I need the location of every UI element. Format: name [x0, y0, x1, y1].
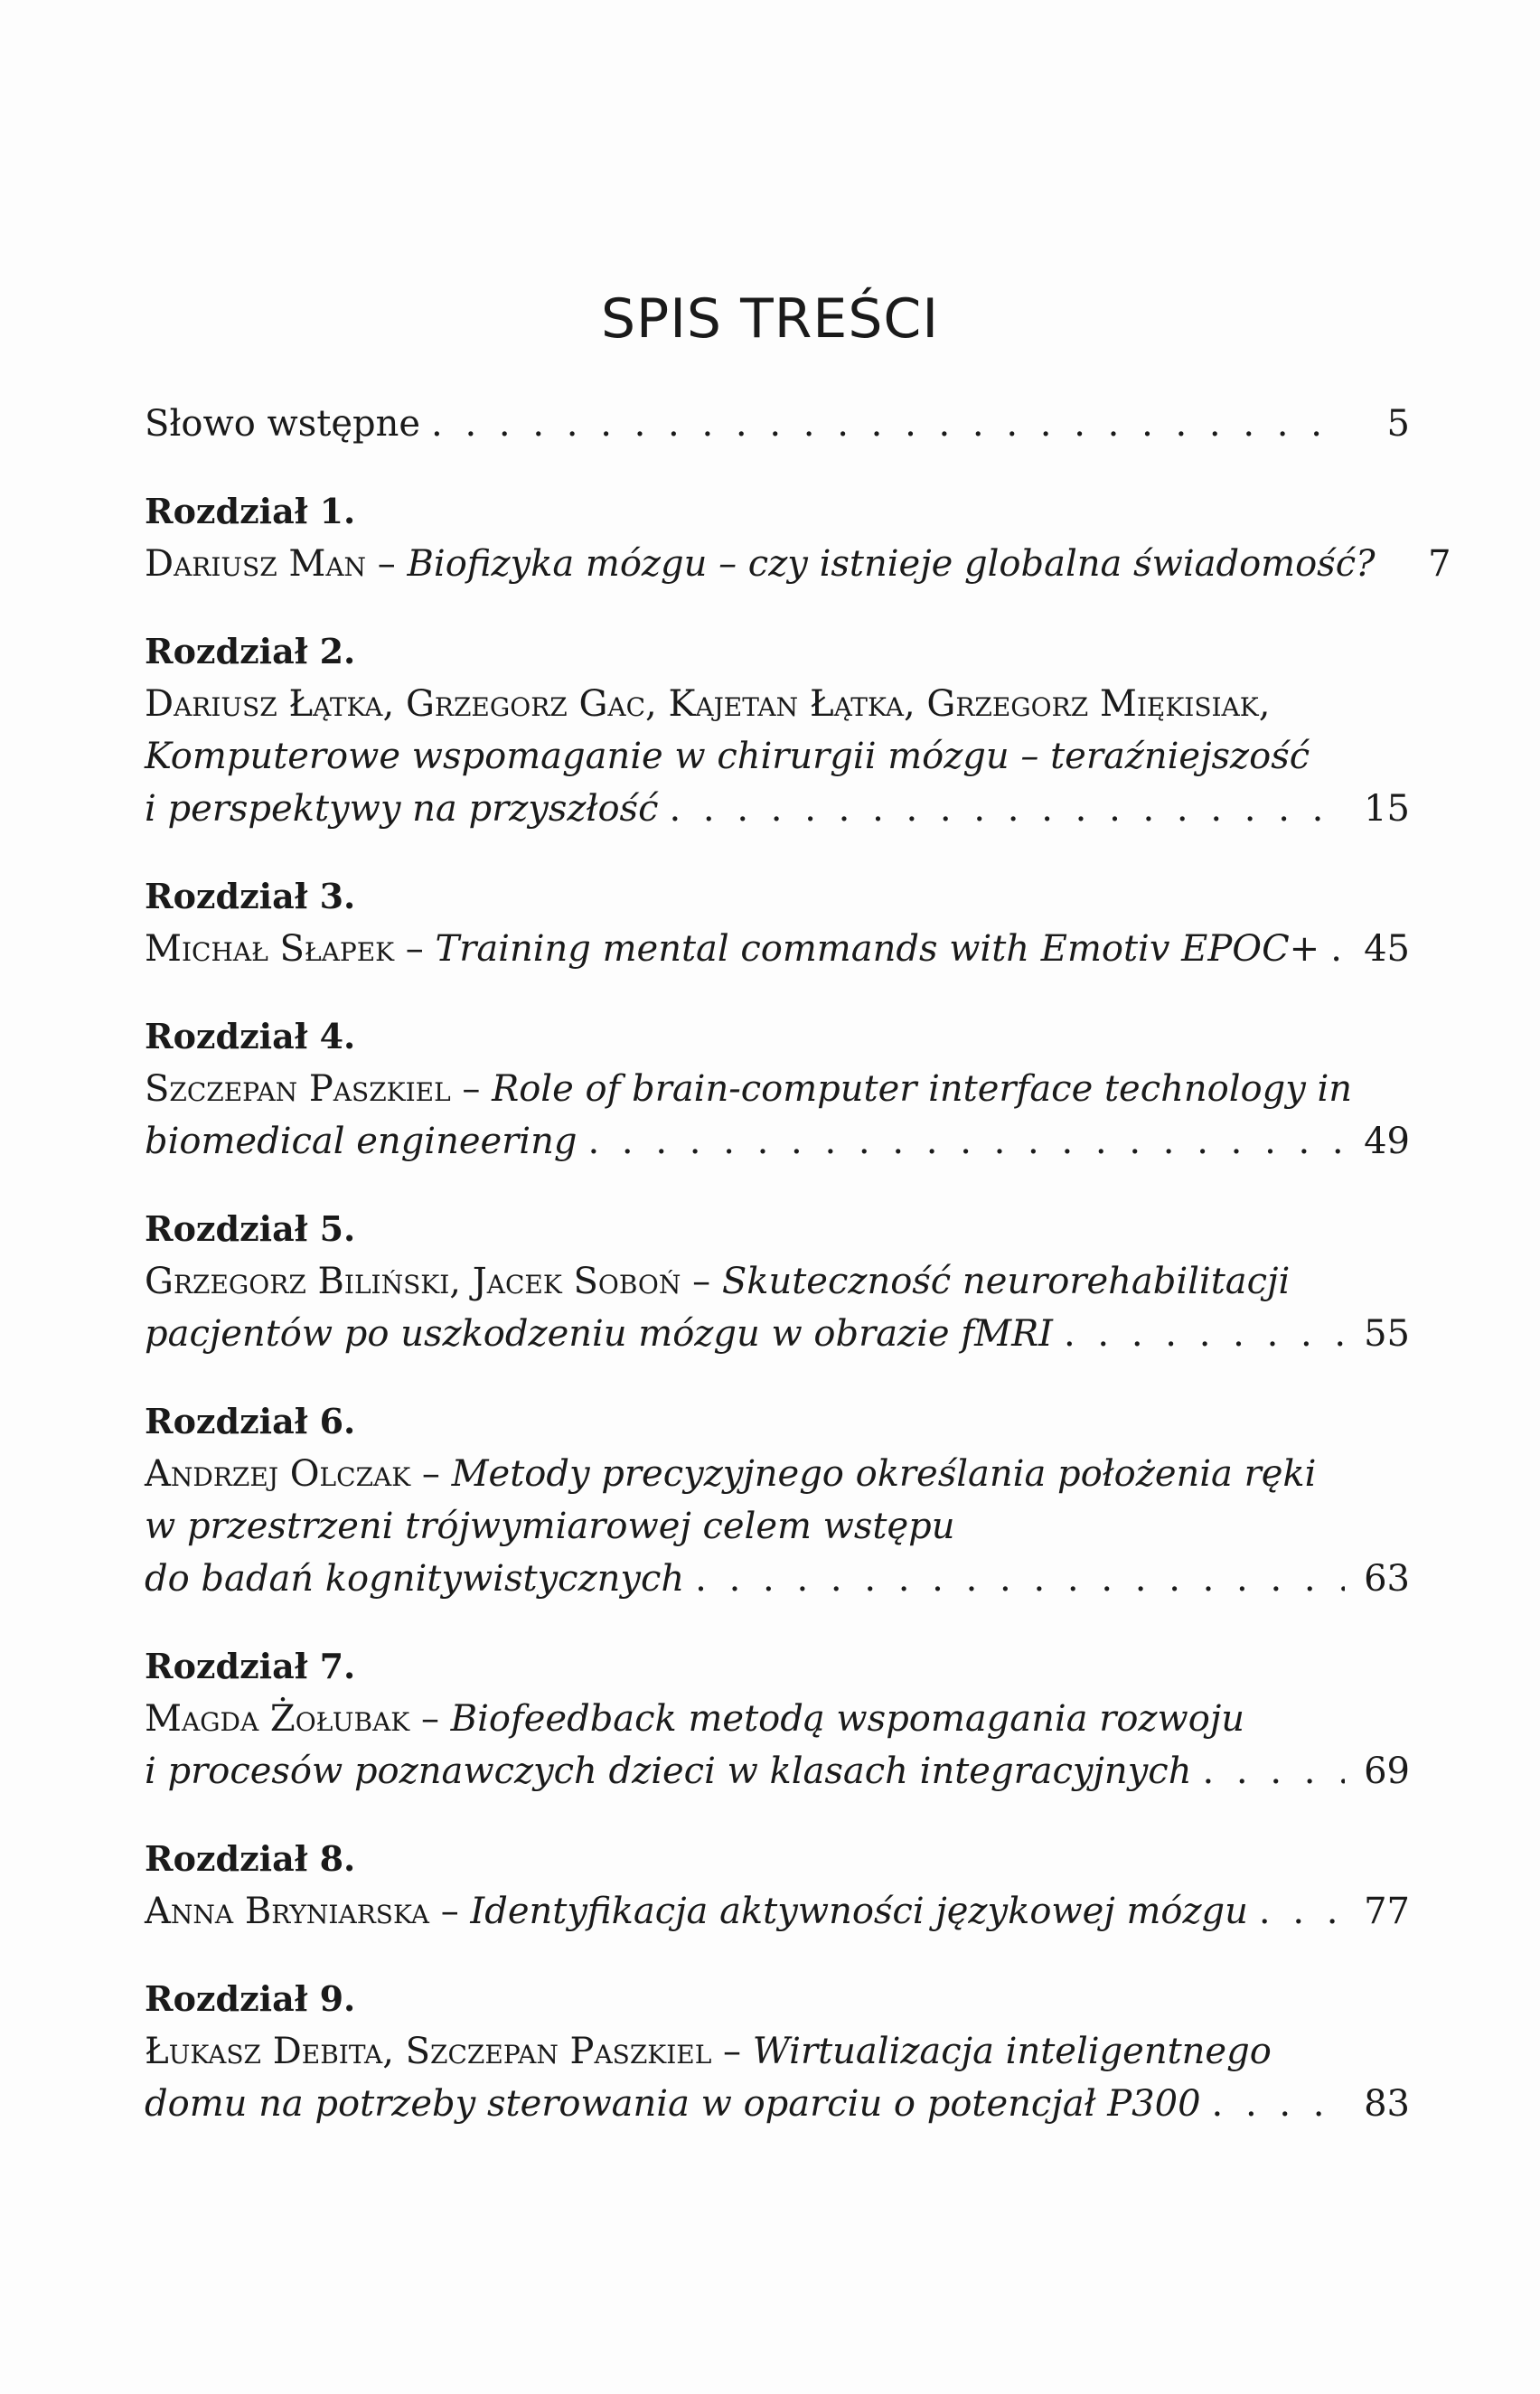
- toc-line: [145, 1063, 1410, 1115]
- toc-entry-chapter-7[interactable]: [145, 1640, 1410, 1798]
- author-title-separator: –: [394, 928, 436, 970]
- dot-leader: [1212, 2078, 1345, 2130]
- chapter-title: Biofizyka mózgu – czy istnieje globalna świadomość?: [407, 543, 1376, 585]
- chapter-label: Rozdział 5.: [145, 1208, 356, 1249]
- chapter-title: Training mental commands with Emotiv EPOC+: [435, 928, 1320, 970]
- toc-line: [145, 1693, 1410, 1745]
- toc-entry-chapter-3[interactable]: [145, 870, 1410, 975]
- chapter-title-continued: i procesów poznawczych dzieci w klasach integracyjnych: [145, 1751, 1192, 1792]
- chapter-title: Metody precyzyjnego określania położenia ręki: [451, 1453, 1317, 1495]
- toc-line: [145, 398, 1410, 450]
- page-number: 49: [1364, 1121, 1410, 1162]
- author-title-separator: –: [450, 1068, 493, 1110]
- toc-line: [145, 1500, 1410, 1553]
- page-number: 5: [1386, 403, 1410, 445]
- toc-line: [145, 2078, 1410, 2130]
- page-number: 15: [1364, 788, 1410, 830]
- chapter-title-continued: w przestrzeni trójwymiarowej celem wstępu: [145, 1506, 955, 1547]
- foreword-label: Słowo wstępne: [145, 403, 421, 445]
- toc-entry-chapter-8[interactable]: [145, 1833, 1410, 1938]
- chapter-authors: Magda Żołubak: [145, 1698, 410, 1740]
- chapter-title: Identyfikacja aktywności językowej mózgu: [470, 1891, 1248, 1932]
- author-title-separator: –: [410, 1453, 452, 1495]
- toc-line: [145, 2025, 1410, 2078]
- chapter-title: Role of brain-computer interface technology in: [492, 1068, 1353, 1110]
- toc-entry-chapter-4[interactable]: [145, 1010, 1410, 1168]
- chapter-title: Wirtualizacja inteligentnego: [752, 2031, 1272, 2072]
- chapter-label: Rozdział 4.: [145, 1016, 356, 1056]
- toc-line: [145, 1745, 1410, 1798]
- page-number: 77: [1364, 1891, 1410, 1932]
- chapter-title: Komputerowe wspomaganie w chirurgii mózgu – teraźniejszość: [145, 736, 1310, 777]
- author-title-separator: –: [681, 1261, 722, 1302]
- chapter-authors: Dariusz Łątka, Grzegorz Gac, Kajetan Łątka, Grzegorz Miękisiak,: [145, 683, 1271, 725]
- author-title-separator: –: [428, 1891, 471, 1932]
- toc-entry-foreword[interactable]: [145, 398, 1410, 450]
- chapter-label: Rozdział 1.: [145, 491, 356, 531]
- toc-entry-chapter-6[interactable]: [145, 1395, 1410, 1605]
- author-title-separator: –: [711, 2031, 753, 2072]
- chapter-label: Rozdział 9.: [145, 1978, 356, 2019]
- chapter-title-continued: i perspektywy na przyszłość: [145, 788, 659, 830]
- page-number: 7: [1428, 543, 1451, 585]
- dot-leader: [695, 1553, 1345, 1605]
- dot-leader: [669, 783, 1345, 835]
- toc-line: [145, 783, 1410, 835]
- dot-leader: [1064, 1308, 1345, 1360]
- chapter-title-continued: biomedical engineering: [145, 1121, 578, 1162]
- chapter-title-continued: do badań kognitywistycznych: [145, 1558, 685, 1600]
- dot-leader: [1202, 1745, 1345, 1798]
- dot-leader: [587, 1115, 1345, 1168]
- chapter-authors: Andrzej Olczak: [145, 1453, 411, 1495]
- author-title-separator: –: [366, 543, 408, 585]
- toc-line: [145, 1255, 1410, 1308]
- chapter-authors: Szczepan Paszkiel: [145, 1068, 451, 1110]
- toc-line: [145, 1448, 1410, 1500]
- chapter-title: Skuteczność neurorehabilitacji: [721, 1261, 1291, 1302]
- chapter-authors: Dariusz Man: [145, 543, 367, 585]
- toc-line: [145, 1115, 1410, 1168]
- dot-leader: [1259, 1885, 1345, 1938]
- chapter-label: Rozdział 8.: [145, 1838, 356, 1879]
- chapter-authors: Łukasz Debita, Szczepan Paszkiel: [145, 2031, 712, 2072]
- chapter-label: Rozdział 6.: [145, 1401, 356, 1441]
- chapter-label: Rozdział 2.: [145, 631, 356, 671]
- chapter-title-continued: pacjentów po uszkodzeniu mózgu w obrazie fMRI: [145, 1313, 1053, 1355]
- page-number: 63: [1364, 1558, 1410, 1600]
- page-number: 69: [1364, 1751, 1410, 1792]
- chapter-authors: Grzegorz Biliński, Jacek Soboń: [145, 1261, 681, 1302]
- toc-entry-chapter-2[interactable]: [145, 625, 1410, 835]
- toc-entry-chapter-5[interactable]: [145, 1203, 1410, 1360]
- toc-line: [145, 1553, 1410, 1605]
- chapter-label: Rozdział 3.: [145, 876, 356, 916]
- page-title: SPIS TREŚCI: [600, 287, 940, 351]
- toc-line: [145, 1885, 1410, 1938]
- toc-line: [145, 1308, 1410, 1360]
- page-number: 45: [1364, 928, 1410, 970]
- dot-leader: [1330, 923, 1345, 975]
- chapter-label: Rozdział 7.: [145, 1646, 356, 1686]
- chapter-title: Biofeedback metodą wspomagania rozwoju: [450, 1698, 1244, 1740]
- page-number: 83: [1364, 2083, 1410, 2125]
- dot-leader: [431, 398, 1345, 450]
- table-of-contents: [145, 398, 1451, 2165]
- toc-entry-chapter-9[interactable]: [145, 1973, 1410, 2130]
- chapter-authors: Anna Bryniarska: [145, 1891, 429, 1932]
- author-title-separator: –: [409, 1698, 451, 1740]
- toc-line: [145, 538, 1451, 590]
- chapter-authors: Michał Słapek: [145, 928, 395, 970]
- toc-entry-chapter-1[interactable]: [145, 485, 1451, 590]
- toc-line: [145, 678, 1410, 730]
- chapter-title-continued: domu na potrzeby sterowania w oparciu o potencjał P300: [145, 2083, 1201, 2125]
- page-number: 55: [1364, 1313, 1410, 1355]
- toc-line: [145, 730, 1410, 783]
- toc-line: [145, 923, 1410, 975]
